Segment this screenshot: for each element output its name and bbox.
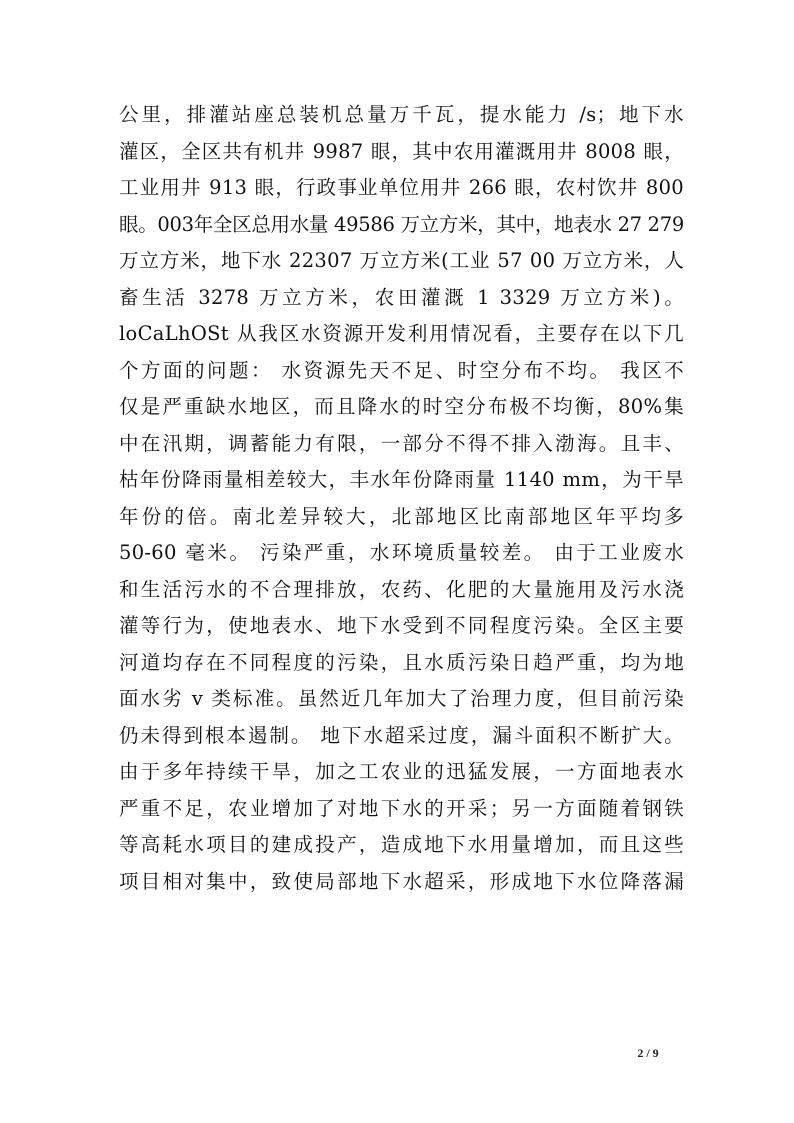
text-line: 项目相对集中，致使局部地下水超采，形成地下水位降落漏	[119, 869, 684, 893]
text-line: 灌区，全区共有机井 9987 眼，其中农用灌溉用井 8008 眼，	[119, 139, 684, 163]
text-line: 枯年份降雨量相差较大，丰水年份降雨量 1140 mm，为干旱	[119, 468, 684, 491]
text-line: 50-60 毫米。 污染严重，水环境质量较差。 由于工业废水	[119, 541, 684, 564]
text-line: 仍未得到根本遏制。 地下水超采过度，漏斗面积不断扩大。	[119, 723, 684, 747]
text-line: 万立方米，地下水 22307 万立方米(工业 57 00 万立方米，人	[119, 249, 684, 272]
text-line: 仅是严重缺水地区，而且降水的时空分布极不均衡，80%集	[119, 395, 684, 418]
text-line: 严重不足，农业增加了对地下水的开采；另一方面随着钢铁	[119, 796, 684, 820]
text-line: 眼。003年全区总用水量 49586 万立方米，其中，地表水 27 279	[119, 212, 684, 236]
text-line: 由于多年持续干旱，加之工农业的迅猛发展，一方面地表水	[119, 760, 684, 783]
text-line: 灌等行为，使地表水、地下水受到不同程度污染。全区主要	[119, 614, 684, 637]
text-line: loCaLhOSt 从我区水资源开发利用情况看，主要存在以下几	[119, 322, 684, 345]
text-line: 畜生活 3278 万立方米，农田灌溉 1 3329 万立方米)。	[119, 285, 684, 309]
body-text	[119, 97, 684, 900]
page-number: 2 / 9	[637, 1046, 659, 1060]
text-line: 年份的倍。南北差异较大，北部地区比南部地区年平均多	[119, 504, 684, 528]
text-line: 工业用井 913 眼，行政事业单位用井 266 眼，农村饮井 800	[119, 176, 684, 199]
text-line: 等高耗水项目的建成投产，造成地下水用量增加，而且这些	[119, 833, 684, 856]
text-line: 和生活污水的不合理排放，农药、化肥的大量施用及污水浇	[119, 577, 684, 601]
text-line: 中在汛期，调蓄能力有限，一部分不得不排入渤海。且丰、	[119, 431, 684, 455]
text-line: 个方面的问题： 水资源先天不足、时空分布不均。 我区不	[119, 358, 684, 382]
text-line: 公里，排灌站座总装机总量万千瓦，提水能力 /s；地下水	[119, 103, 684, 126]
text-line: 面水劣 v 类标准。虽然近几年加大了治理力度，但目前污染	[119, 687, 684, 710]
text-line: 河道均存在不同程度的污染，且水质污染日趋严重，均为地	[119, 650, 684, 674]
